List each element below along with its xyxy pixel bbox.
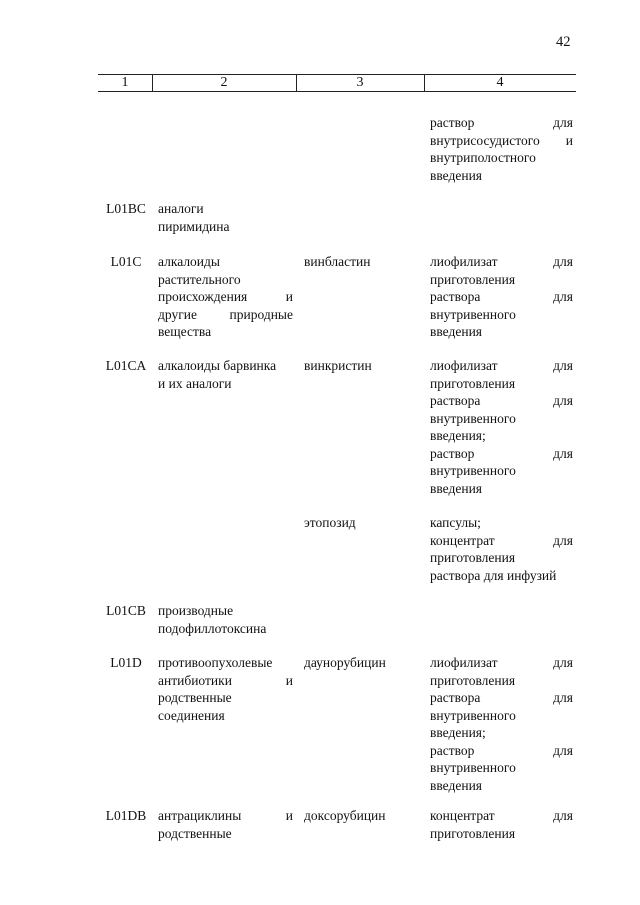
dosage-form-line: внутрисосудистого и	[430, 132, 573, 148]
anatomical-group-line: соединения	[158, 707, 225, 723]
drug-name-line: даунорубицин	[304, 655, 386, 670]
header-cell-2: 2	[220, 75, 228, 90]
drug-name	[304, 807, 422, 825]
dosage-form	[430, 357, 573, 497]
anatomical-group-line: другие природные	[158, 306, 293, 322]
dosage-form	[430, 654, 573, 794]
drug-name-line: этопозид	[304, 515, 356, 530]
dosage-form-line: приготовления	[430, 550, 516, 565]
header-cell-3: 3	[356, 75, 364, 90]
anatomical-group-line: алкалоиды	[158, 254, 220, 269]
anatomical-group-line: алкалоиды барвинка	[158, 358, 277, 373]
dosage-form-line: раствор для	[430, 115, 573, 130]
dosage-form-line: внутривенного	[430, 760, 516, 775]
atc-code: L01D	[110, 655, 142, 670]
dosage-form-line: внутривенного	[430, 306, 516, 322]
atc-code: L01BC	[106, 201, 146, 216]
anatomical-group-line: родственные	[158, 825, 232, 841]
dosage-form-line: внутривенного	[430, 707, 516, 723]
dosage-form-line: приготовления	[430, 375, 516, 391]
anatomical-group-line: растительного	[158, 271, 241, 287]
dosage-form-line: концентрат для	[430, 808, 573, 823]
header-cell-1: 1	[121, 75, 129, 90]
dosage-form-line: приготовления	[430, 825, 516, 841]
table-header	[98, 74, 576, 92]
anatomical-group-line: производные	[158, 603, 234, 618]
header-bottom-rule	[98, 91, 576, 92]
anatomical-group-line: и их аналоги	[158, 375, 232, 391]
drug-name	[304, 253, 422, 271]
dosage-form-line: введения	[430, 777, 483, 793]
drug-name-line: доксорубицин	[304, 808, 386, 823]
drug-name-line: винкристин	[304, 358, 372, 373]
dosage-form	[430, 114, 573, 184]
dosage-form-line: приготовления	[430, 271, 516, 287]
atc-code: L01DB	[105, 808, 147, 823]
anatomical-group-line: происхождения и	[158, 289, 293, 304]
atc-code: L01C	[110, 254, 142, 269]
anatomical-group-line: родственные	[158, 690, 232, 705]
dosage-form-line: лиофилизат для	[430, 358, 573, 373]
page-number: 42	[556, 34, 571, 50]
dosage-form-line: капсулы;	[430, 515, 481, 530]
anatomical-group-line: аналоги	[158, 201, 204, 216]
dosage-form-line: раствора для инфузий	[430, 567, 557, 583]
dosage-form-line: внутривенного	[430, 410, 516, 426]
anatomical-group-line: противоопухолевые	[158, 655, 273, 670]
dosage-form-line: приготовления	[430, 672, 516, 688]
dosage-form-line: раствора для	[430, 393, 573, 408]
anatomical-group-line: антибиотики и	[158, 672, 293, 688]
drug-name	[304, 514, 422, 532]
dosage-form	[430, 807, 573, 842]
header-cell-4: 4	[496, 75, 504, 90]
dosage-form-line: раствор для	[430, 445, 573, 461]
anatomical-group	[158, 357, 293, 392]
anatomical-group-line: антрациклины и	[158, 808, 293, 823]
dosage-form-line: введения	[430, 324, 483, 339]
drug-name	[304, 654, 422, 672]
drug-name-line: винбластин	[304, 254, 371, 269]
dosage-form-line: введения	[430, 480, 483, 496]
anatomical-group	[158, 253, 293, 341]
dosage-form-line: раствор для	[430, 742, 573, 758]
dosage-form-line: внутривенного	[430, 463, 516, 478]
dosage-form-line: введения	[430, 167, 483, 183]
dosage-form	[430, 514, 573, 584]
anatomical-group	[158, 602, 293, 637]
dosage-form-line: раствора для	[430, 690, 573, 705]
atc-code: L01CA	[105, 358, 147, 373]
dosage-form-line: введения;	[430, 725, 486, 740]
dosage-form-line: лиофилизат для	[430, 254, 573, 269]
dosage-form-line: концентрат для	[430, 532, 573, 548]
anatomical-group-line: пиримидина	[158, 218, 230, 234]
dosage-form-line: раствора для	[430, 289, 573, 304]
drug-name	[304, 357, 422, 375]
dosage-form	[430, 253, 573, 341]
dosage-form-line: внутриполостного	[430, 150, 536, 165]
dosage-form-line: введения;	[430, 428, 486, 443]
anatomical-group-line: подофиллотоксина	[158, 620, 267, 636]
anatomical-group	[158, 807, 293, 842]
anatomical-group	[158, 654, 293, 724]
anatomical-group-line: вещества	[158, 324, 212, 339]
anatomical-group	[158, 200, 293, 235]
atc-code: L01CB	[106, 603, 146, 618]
dosage-form-line: лиофилизат для	[430, 655, 573, 670]
